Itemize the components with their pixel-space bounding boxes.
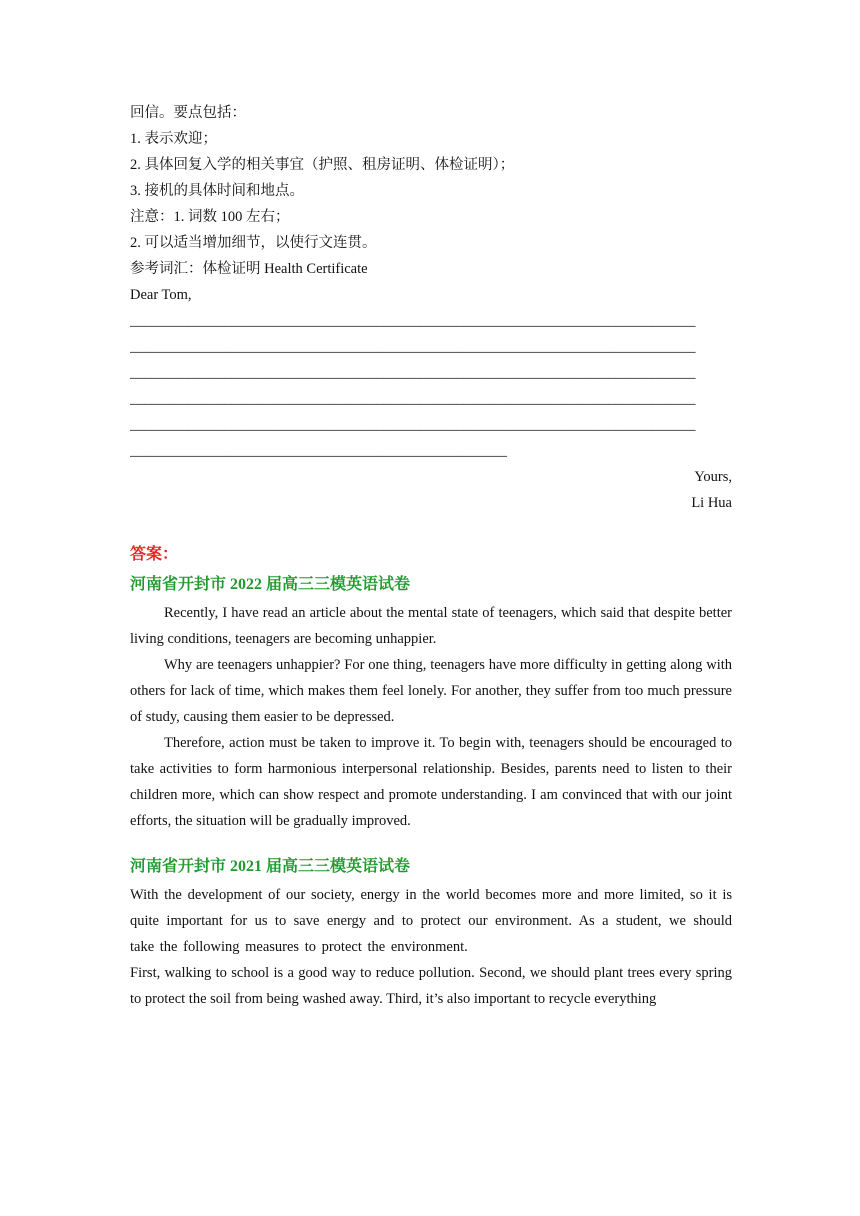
essay-paragraph: Why are teenagers unhappier? For one thing, teenagers have more difficulty in getting along with others for lack of time, which makes them feel lonely. For another, they suffer from too much pressure of study, causing them easier to be depressed. — [130, 657, 732, 725]
section-title: 河南省开封市 2021 届高三三模英语试卷 — [130, 858, 411, 875]
answer-section — [130, 570, 732, 834]
prompt-line: 参考词汇：体检证明 Health Certificate — [130, 261, 368, 277]
answer-heading: 答案： — [130, 546, 179, 563]
blank-line: ______________________________________________________________________________ — [130, 417, 696, 433]
prompt-line: 2. 具体回复入学的相关事宜（护照、租房证明、体检证明）； — [130, 157, 515, 173]
blank-line: ______________________________________________________________________________ — [130, 391, 696, 407]
prompt-line: 3. 接机的具体时间和地点。 — [130, 183, 304, 199]
essay-paragraph: First, walking to school is a good way to reduce pollution. Second, we should plant trees every spring to protect the soil from being washed away. Third, it’s also important to recycle everything — [130, 965, 732, 1007]
prompt-line: 2. 可以适当增加细节，以使行文连贯。 — [130, 235, 377, 251]
blank-line: ______________________________________________________________________________ — [130, 365, 696, 381]
essay-paragraph: With the development of our society, energy in the world becomes more and more limited, so it is quite important for us to save energy and to protect our environment. As a student, we should take the following measures to protect the environment. — [130, 887, 732, 955]
essay-paragraph: Therefore, action must be taken to improve it. To begin with, teenagers should be encouraged to take activities to form harmonious interpersonal relationship. Besides, parents need to listen to their children more, which can show respect and promote understanding. I am convinced that with our joint efforts, the situation will be gradually improved. — [130, 735, 732, 829]
prompt-line: 1. 表示欢迎； — [130, 131, 217, 147]
document-page — [130, 100, 732, 1012]
signature: Li Hua — [691, 495, 732, 511]
writing-prompt — [130, 100, 732, 308]
prompt-line: 注意：1. 词数 100 左右； — [130, 209, 290, 225]
blank-line: ______________________________________________________________________________ — [130, 339, 696, 355]
essay-paragraph: Recently, I have read an article about the mental state of teenagers, which said that despite better living conditions, teenagers are becoming unhappier. — [130, 605, 732, 647]
closing: Yours, — [694, 469, 732, 485]
section-spacer — [130, 834, 732, 852]
blank-line: ____________________________________________________ — [130, 443, 507, 459]
section-title: 河南省开封市 2022 届高三三模英语试卷 — [130, 576, 411, 593]
salutation: Dear Tom, — [130, 287, 192, 303]
prompt-line: 回信。要点包括： — [130, 105, 246, 121]
answer-section — [130, 852, 732, 1012]
blank-line: ______________________________________________________________________________ — [130, 313, 696, 329]
answer-blank-lines — [130, 308, 732, 464]
